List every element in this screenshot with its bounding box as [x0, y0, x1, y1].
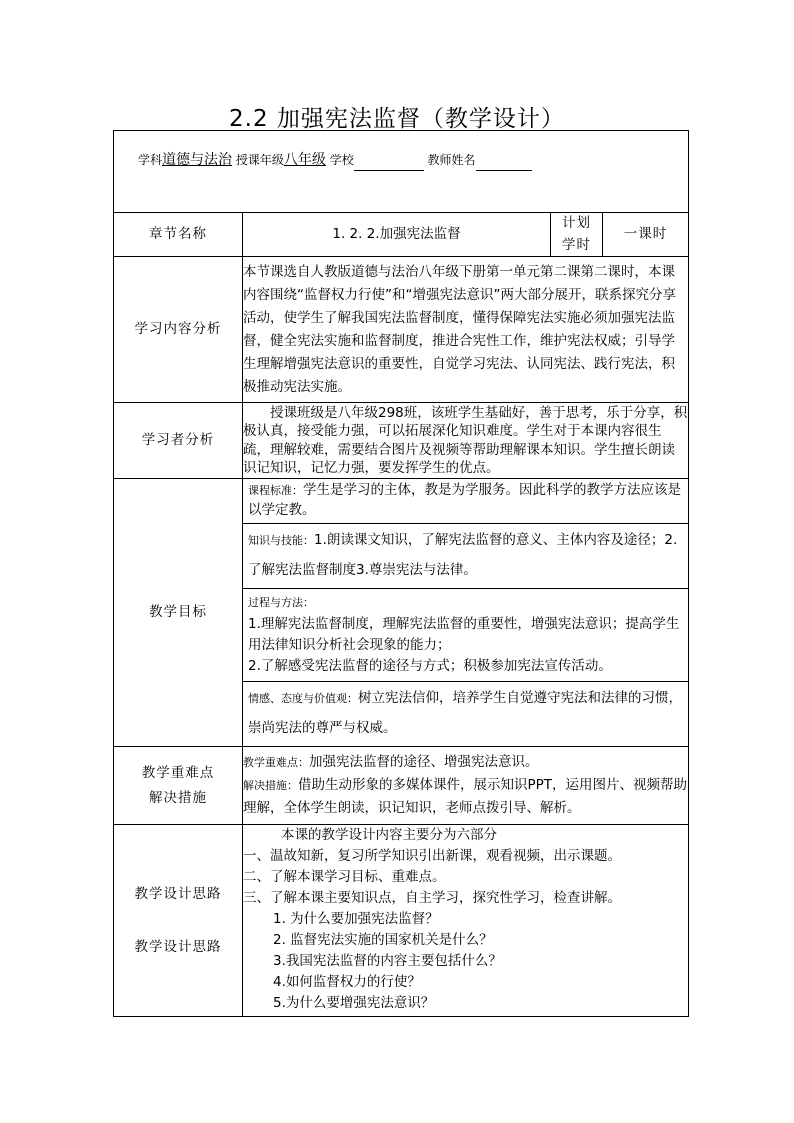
chapter-row [114, 213, 689, 257]
key-points-label-line1: 教学重难点 [141, 765, 215, 782]
knowledge-text: 1.朗读课文知识，了解宪法监督的意义、主体内容及途径；2.了解宪法监督制度3.尊崇宪法与法律。 [248, 532, 678, 578]
objective-knowledge [243, 524, 688, 589]
key-text: 加强宪法监督的途径、增强宪法意识。 [309, 754, 539, 771]
design-row [114, 825, 689, 1017]
objective-process [243, 589, 688, 682]
design-item: 3.我国宪法监督的内容主要包括什么？ [273, 952, 502, 969]
grade-value: 八年级 [283, 151, 326, 168]
key-points-label [114, 747, 243, 825]
measure-text: 借助生动形象的多媒体课件，展示知识PPT，运用图片、视频帮助理解，全体学生朗读，识记知识，老师点拨引导、解析。 [243, 777, 688, 817]
plan-label [551, 213, 603, 257]
emotion-label: 情感、态度与价值观： [248, 692, 358, 706]
process-line2: 2.了解感受宪法监督的途径与方式；积极参加宪法宣传活动。 [248, 658, 612, 675]
standard-label: 课程标准： [248, 484, 303, 498]
grade-label: 授课年级 [235, 152, 284, 167]
page-title: 2.2 加强宪法监督（教学设计） [229, 106, 565, 132]
school-label: 学校 [329, 152, 354, 167]
measure-label: 解决措施： [243, 779, 298, 793]
chapter-label: 章节名称 [114, 213, 243, 257]
learner-analysis-text: 授课班级是八年级298班，该班学生基础好，善于思考，乐于分享，积极认真，接受能力强，可以拓展深化知识难度。学生对于本课内容很生疏，理解较难，需要结合图片及视频等帮助理解课本知识。学生擅长朗读识记知识，记忆力强，要发挥学生的优点。 [243, 403, 689, 479]
design-line: 本课的教学设计内容主要分为六部分 [281, 827, 497, 844]
knowledge-label: 知识与技能： [248, 534, 314, 548]
teacher-label: 教师姓名 [427, 152, 476, 167]
design-label-line1: 教学设计思路 [134, 885, 222, 902]
subject-label: 学科 [138, 152, 163, 167]
key-points-label-line2: 解决措施 [149, 789, 207, 806]
content-analysis-text: 本节课选自人教版道德与法治八年级下册第一单元第二课第二课时，本课内容围绕“监督权力行使”和“增强宪法意识”两大部分展开，联系探究分享活动，使学生了解我国宪法监督制度，懂得保障宪法实施必须加强宪法监督，健全宪法实施和监督制度，推进合宪性工作，维护宪法权威；引导学生理解增强宪法意识的重要性，自觉学习宪法、认同宪法、践行宪法，积极推动宪法实施。 [243, 257, 689, 403]
header-row [114, 131, 689, 213]
measure-line [243, 774, 688, 820]
objectives-content [243, 479, 689, 747]
school-blank [354, 156, 424, 171]
learner-analysis-label: 学习者分析 [114, 403, 243, 479]
key-points-content [243, 747, 689, 825]
lesson-plan-table [113, 130, 689, 1017]
teacher-blank [476, 156, 532, 171]
header-cell [114, 131, 689, 213]
emotion-text: 树立宪法信仰，培养学生自觉遵守宪法和法律的习惯，崇尚宪法的尊严与权威。 [248, 690, 682, 736]
plan-label-line2: 学时 [562, 236, 591, 253]
design-content [243, 825, 689, 1017]
key-label: 教学重难点： [243, 756, 309, 770]
design-label-line2: 教学设计思路 [134, 938, 222, 955]
learner-analysis-row [114, 403, 689, 479]
objective-standard [243, 479, 688, 524]
objectives-row [114, 479, 689, 747]
design-line: 一、温故知新，复习所学知识引出新课，观看视频，出示课题。 [243, 848, 621, 865]
objective-emotion [243, 682, 688, 746]
subject-value: 道德与法治 [162, 151, 233, 168]
design-item: 2. 监督宪法实施的国家机关是什么？ [273, 931, 493, 948]
design-line: 三、了解本课主要知识点，自主学习，探究性学习，检查讲解。 [243, 889, 621, 906]
design-item: 1. 为什么要加强宪法监督？ [273, 910, 439, 927]
chapter-value: 1. 2. 2.加强宪法监督 [243, 213, 551, 257]
process-line1: 1.理解宪法监督制度，理解宪法监督的重要性，增强宪法意识；提高学生用法律知识分析社会现象的能力； [248, 616, 680, 654]
key-points-row [114, 747, 689, 825]
objectives-label: 教学目标 [114, 479, 243, 747]
design-label [114, 825, 243, 1017]
design-item: 5.为什么要增强宪法意识？ [273, 994, 435, 1011]
design-item: 4.如何监督权力的行使？ [273, 973, 421, 990]
key-line [243, 751, 688, 774]
header-line [114, 150, 688, 194]
design-line: 二、了解本课学习目标、重难点。 [243, 869, 446, 886]
content-analysis-row [114, 257, 689, 403]
plan-label-line1: 计划 [562, 215, 591, 231]
standard-text: 学生是学习的主体，教是为学服务。因此科学的教学方法应该是以学定教。 [248, 482, 681, 518]
plan-value: 一课时 [603, 213, 689, 257]
process-label: 过程与方法： [248, 596, 314, 610]
content-analysis-label: 学习内容分析 [114, 257, 243, 403]
